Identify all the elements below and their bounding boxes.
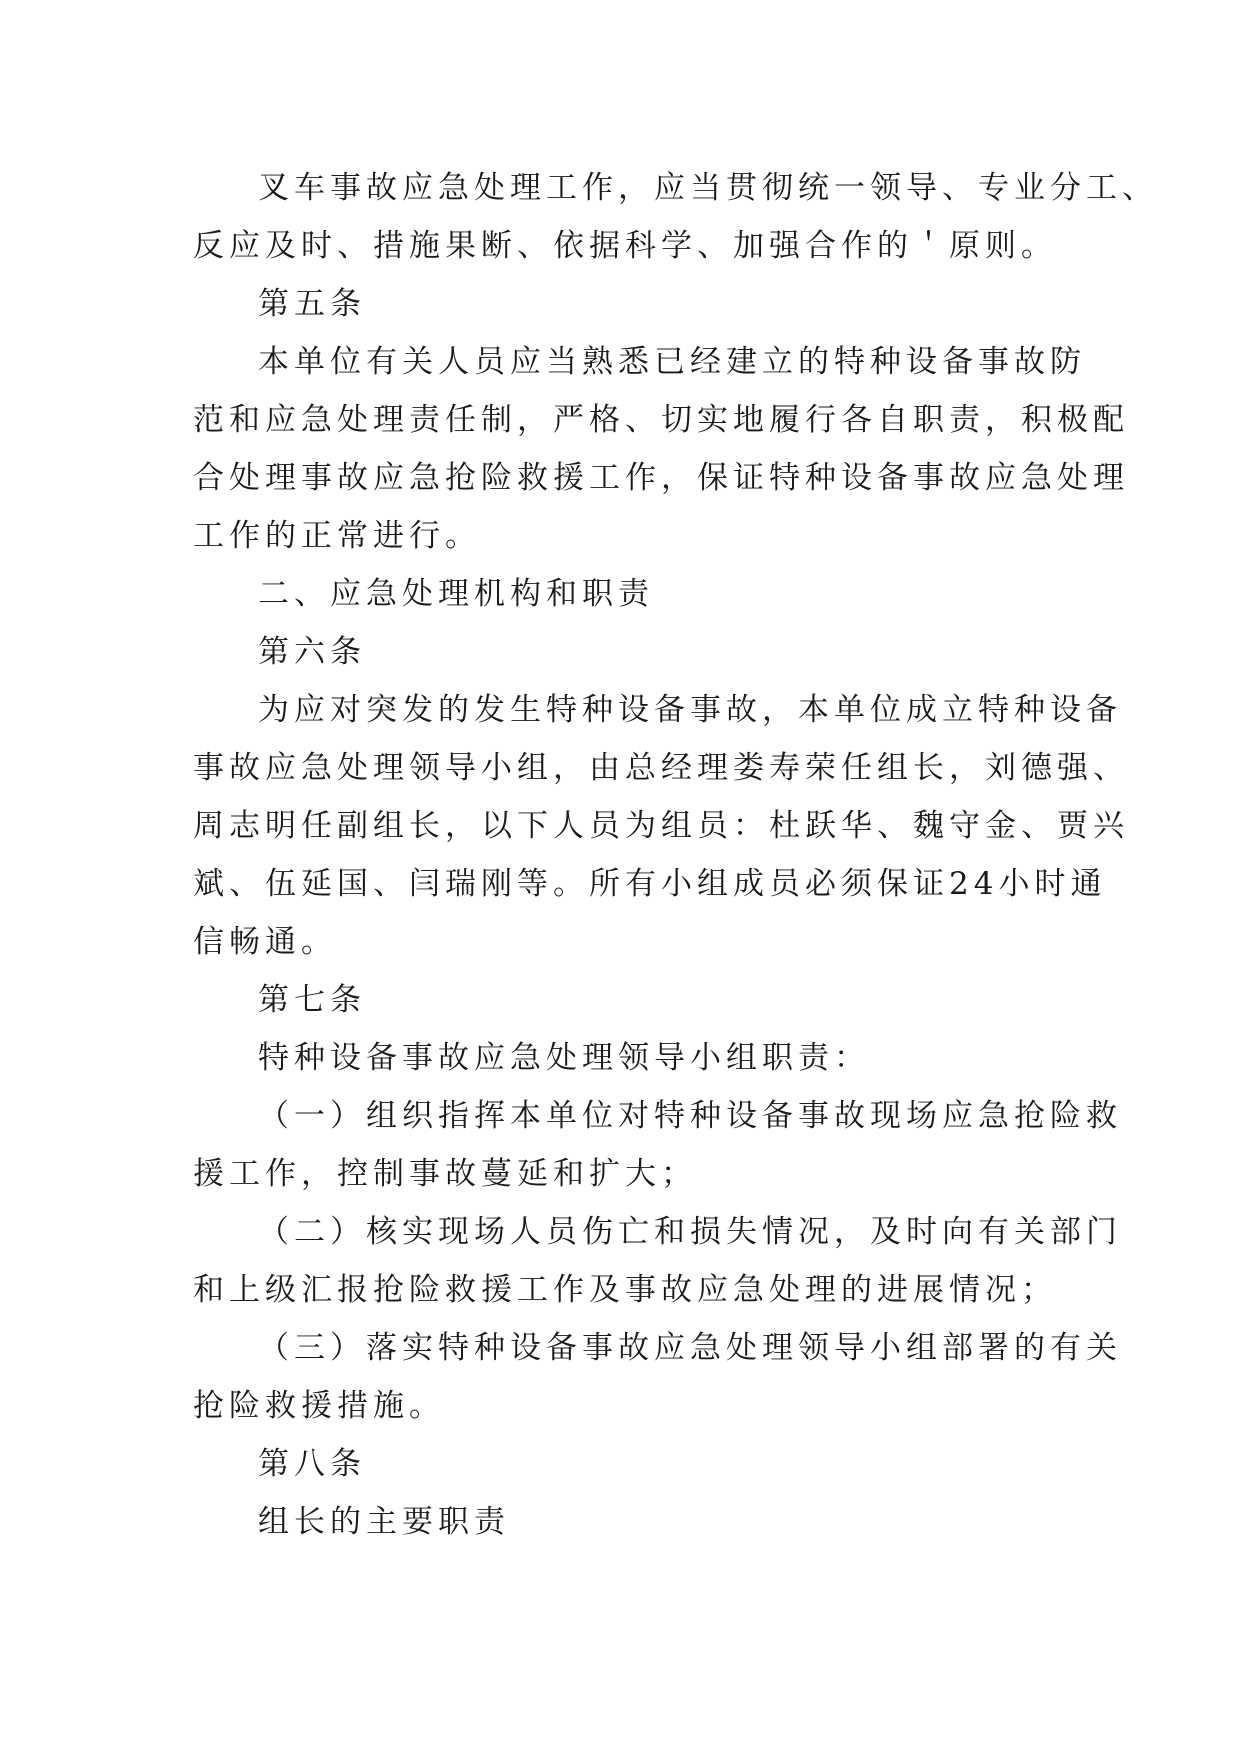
text-line: 叉车事故应急处理工作，应当贯彻统一领导、专业分工、	[258, 170, 1158, 206]
text-line: 抢险救援措施。	[193, 1388, 445, 1424]
text-line: 和上级汇报抢险救援工作及事故应急处理的进展情况；	[193, 1272, 1057, 1308]
text-line: 合处理事故应急抢险救援工作，保证特种设备事故应急处理	[193, 460, 1129, 496]
list-item: （一）组织指挥本单位对特种设备事故现场应急抢险救	[258, 1098, 1122, 1134]
text-line: 信畅通。	[193, 924, 337, 960]
section-heading: 二、应急处理机构和职责	[258, 576, 654, 612]
text-line: 斌、伍延国、闫瑞刚等。所有小组成员必须保证24小时通	[193, 866, 1107, 902]
text-line: 特种设备事故应急处理领导小组职责：	[258, 1040, 870, 1076]
list-item: （三）落实特种设备事故应急处理领导小组部署的有关	[258, 1330, 1122, 1366]
text-line: 本单位有关人员应当熟悉已经建立的特种设备事故防	[258, 344, 1086, 380]
article-heading: 第五条	[258, 286, 366, 322]
text-line: 组长的主要职责	[258, 1504, 510, 1540]
text-line: 为应对突发的发生特种设备事故，本单位成立特种设备	[258, 692, 1122, 728]
text-line: 援工作，控制事故蔓延和扩大；	[193, 1156, 697, 1192]
text-line: 范和应急处理责任制，严格、切实地履行各自职责，积极配	[193, 402, 1129, 438]
article-heading: 第八条	[258, 1446, 366, 1482]
text-line: 周志明任副组长，以下人员为组员：杜跃华、魏守金、贾兴	[193, 808, 1129, 844]
list-item: （二）核实现场人员伤亡和损失情况，及时向有关部门	[258, 1214, 1122, 1250]
text-line: 事故应急处理领导小组，由总经理娄寿荣任组长，刘德强、	[193, 750, 1129, 786]
article-heading: 第六条	[258, 634, 366, 670]
article-heading: 第七条	[258, 982, 366, 1018]
text-line: 反应及时、措施果断、依据科学、加强合作的＇原则。	[193, 228, 1057, 264]
text-line: 工作的正常进行。	[193, 518, 481, 554]
